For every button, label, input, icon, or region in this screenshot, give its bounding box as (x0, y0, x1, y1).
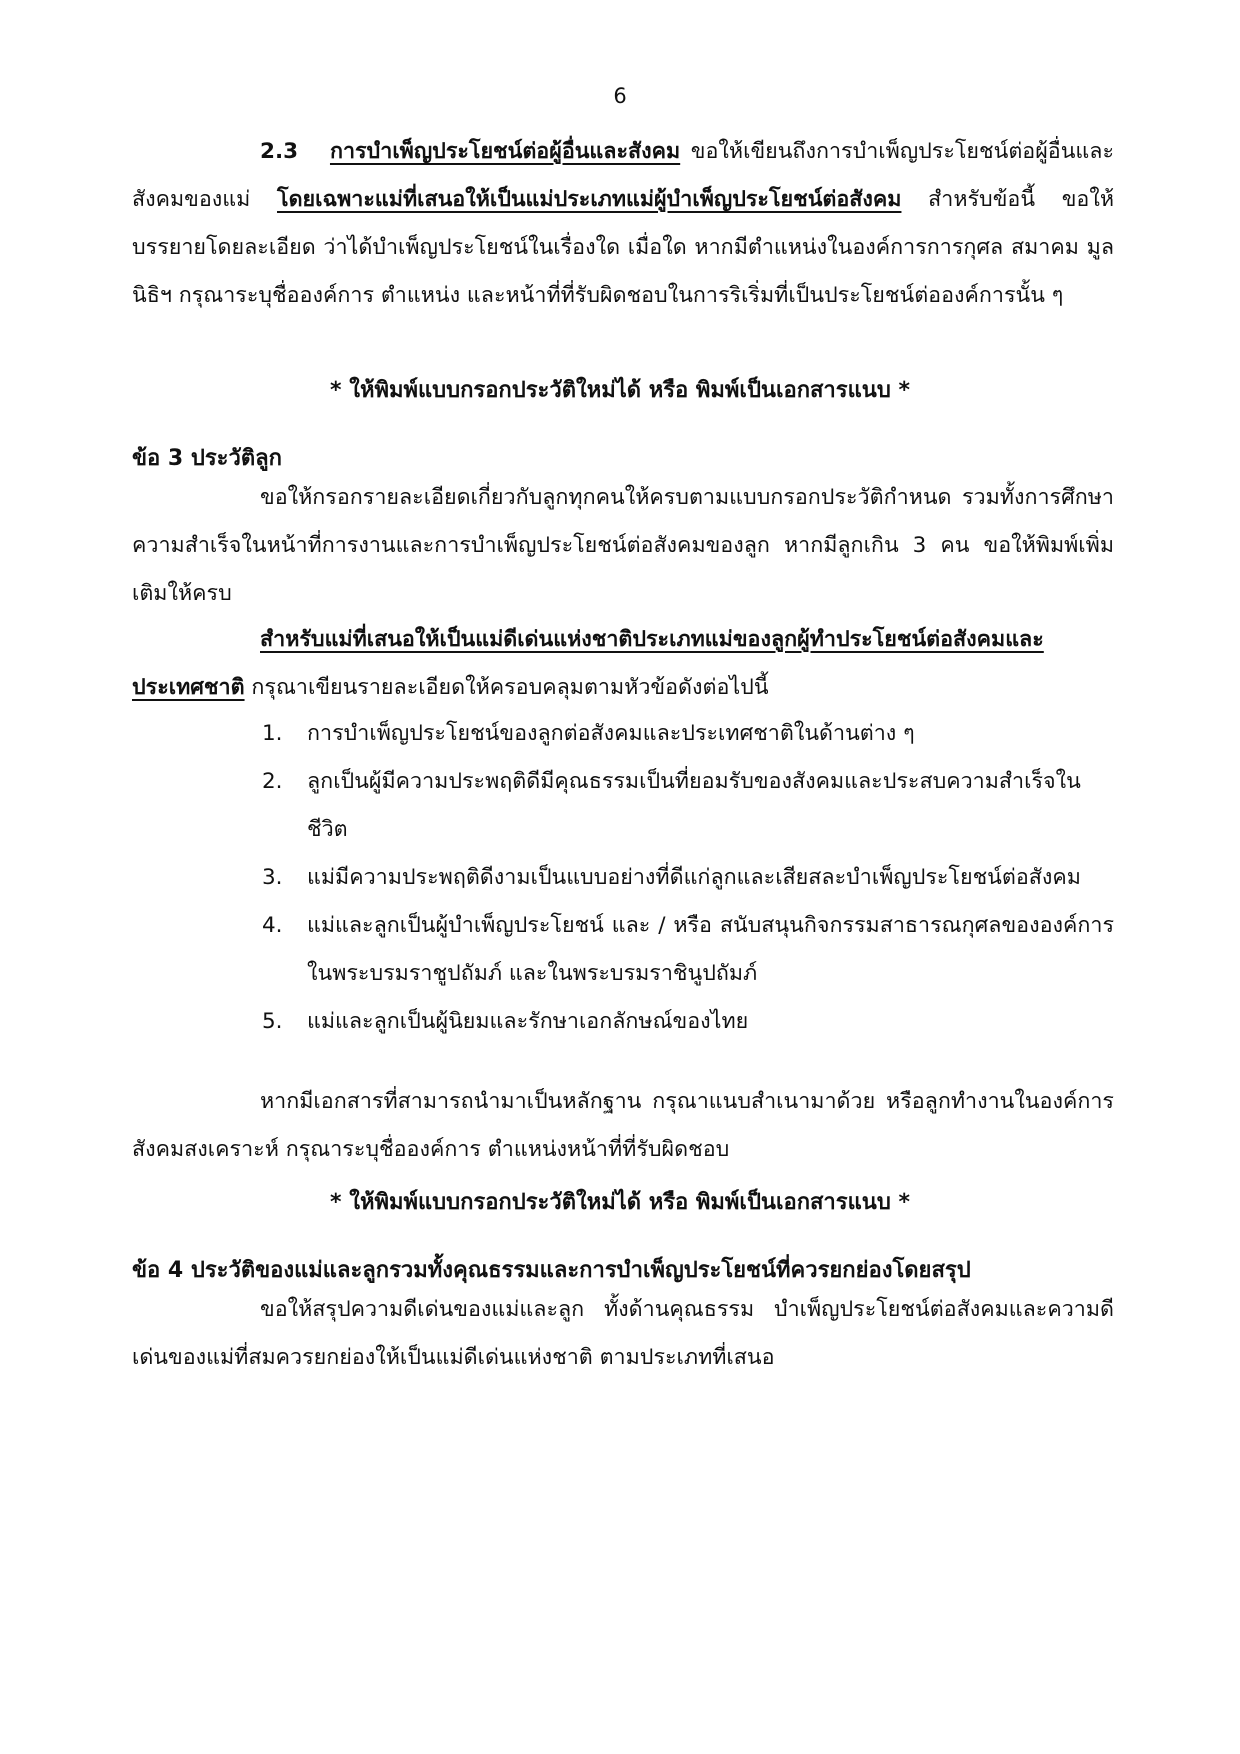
section-number: 2.3 (260, 139, 299, 164)
section-text-a: ขอให้เขียนถึงการบำเพ็ญประโยชน์ต่อผู้อื่นและสังคมของแม่ (132, 139, 1114, 212)
item-3-special-paragraph (132, 616, 1114, 712)
section-emphasis: โดยเฉพาะแม่ที่เสนอให้เป็นแม่ประเภทแม่ผู้บำเพ็ญประโยชน์ต่อสังคม (277, 187, 902, 212)
page-number: 6 (613, 84, 627, 108)
list-item: 2. ลูกเป็นผู้มีความประพฤติดีมีคุณธรรมเป็นที่ยอมรับของสังคมและประสบความสำเร็จในชีวิต (262, 769, 1081, 842)
list-item: 4. แม่และลูกเป็นผู้บำเพ็ญประโยชน์ และ / หรือ สนับสนุนกิจกรรมสาธารณกุศลขององค์การในพระบรมราชูปถัมภ์ และในพระบรมราชินูปถัมภ์ (262, 913, 1114, 986)
item-4-heading: ข้อ 4 ประวัติของแม่และลูกรวมทั้งคุณธรรมและการบำเพ็ญประโยชน์ที่ควรยกย่องโดยสรุป (132, 1258, 971, 1283)
evidence-paragraph: หากมีเอกสารที่สามารถนำมาเป็นหลักฐาน กรุณาแนบสำเนามาด้วย หรือลูกทำงานในองค์การสังคมสงเคราะห์ กรุณาระบุชื่อองค์การ ตำแหน่งหน้าที่ที่รับผิดชอบ (132, 1089, 1114, 1162)
list-item: 5. แม่และลูกเป็นผู้นิยมและรักษาเอกลักษณ์ของไทย (262, 1009, 749, 1034)
special-text: กรุณาเขียนรายละเอียดให้ครอบคลุมตามหัวข้อดังต่อไปนี้ (244, 675, 769, 700)
attachment-note-1: * ให้พิมพ์แบบกรอกประวัติใหม่ได้ หรือ พิมพ์เป็นเอกสารแนบ * (330, 378, 910, 403)
attachment-note-2: * ให้พิมพ์แบบกรอกประวัติใหม่ได้ หรือ พิมพ์เป็นเอกสารแนบ * (330, 1190, 910, 1215)
criteria-list (262, 710, 1114, 1046)
list-item: 1. การบำเพ็ญประโยชน์ของลูกต่อสังคมและประเทศชาติในด้านต่าง ๆ (262, 721, 915, 746)
item-4-body: ขอให้สรุปความดีเด่นของแม่และลูก ทั้งด้านคุณธรรม บำเพ็ญประโยชน์ต่อสังคมและความดีเด่นของแม่ที่สมควรยกย่องให้เป็นแม่ดีเด่นแห่งชาติ ตามประเภทที่เสนอ (132, 1297, 1114, 1370)
section-title: การบำเพ็ญประโยชน์ต่อผู้อื่นและสังคม (329, 139, 681, 164)
section-2-3-paragraph (132, 128, 1114, 320)
list-item: 3. แม่มีความประพฤติดีงามเป็นแบบอย่างที่ดีแก่ลูกและเสียสละบำเพ็ญประโยชน์ต่อสังคม (262, 865, 1081, 890)
item-3-body: ขอให้กรอกรายละเอียดเกี่ยวกับลูกทุกคนให้ครบตามแบบกรอกประวัติกำหนด รวมทั้งการศึกษา ความสำเร็จในหน้าที่การงานและการบำเพ็ญประโยชน์ต่อสังคมของลูก หากมีลูกเกิน 3 คน ขอให้พิมพ์เพิ่มเติมให้ครบ (132, 485, 1114, 606)
special-title: สำหรับแม่ที่เสนอให้เป็นแม่ดีเด่นแห่งชาติประเภทแม่ของลูกผู้ทำประโยชน์ต่อสังคมและประเทศชาติ (132, 627, 1044, 700)
section-text-b: สำหรับข้อนี้ ขอให้บรรยายโดยละเอียด ว่าได้บำเพ็ญประโยชน์ในเรื่องใด เมื่อใด หากมีตำแหน่งในองค์การการกุศล สมาคม มูลนิธิฯ กรุณาระบุชื่อองค์การ ตำแหน่ง และหน้าที่ที่รับผิดชอบในการริเริ่มที่เป็นประโยชน์ต่อองค์การนั้น ๆ (132, 187, 1114, 308)
item-3-heading: ข้อ 3 ประวัติลูก (132, 446, 282, 471)
